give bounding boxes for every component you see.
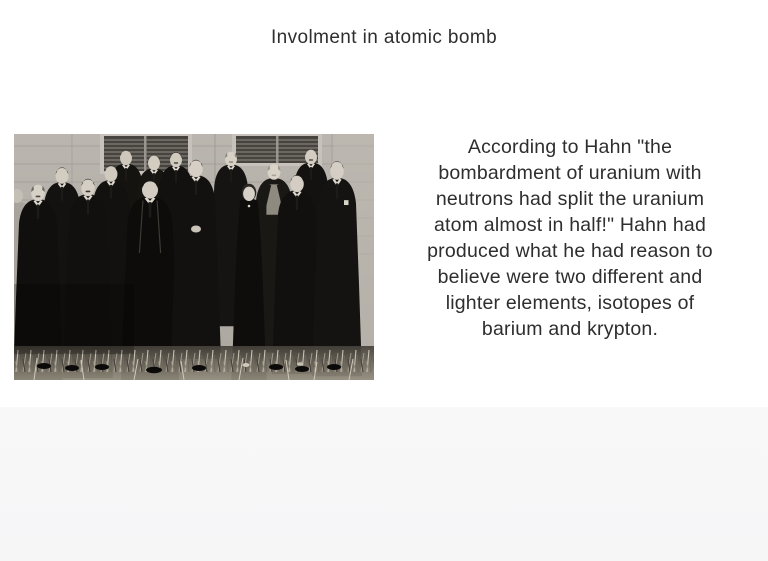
body-text-line: produced what he had reason to xyxy=(427,240,713,262)
body-text-line: lighter elements, isotopes of xyxy=(445,292,695,314)
slide-bottom-band xyxy=(0,407,768,561)
slide-title: Involment in atomic bomb xyxy=(270,27,498,48)
body-text-line: bombardment of uranium with xyxy=(438,162,702,184)
body-text-line: neutrons had split the uranium xyxy=(435,188,705,210)
body-text-line: barium and krypton. xyxy=(481,318,659,340)
body-text-line: atom almost in half!" Hahn had xyxy=(434,214,706,236)
body-text-line: According to Hahn "the xyxy=(467,136,673,158)
body-text-line: believe were two different and xyxy=(437,266,703,288)
group-photo xyxy=(14,134,374,380)
body-text-block xyxy=(390,134,750,342)
